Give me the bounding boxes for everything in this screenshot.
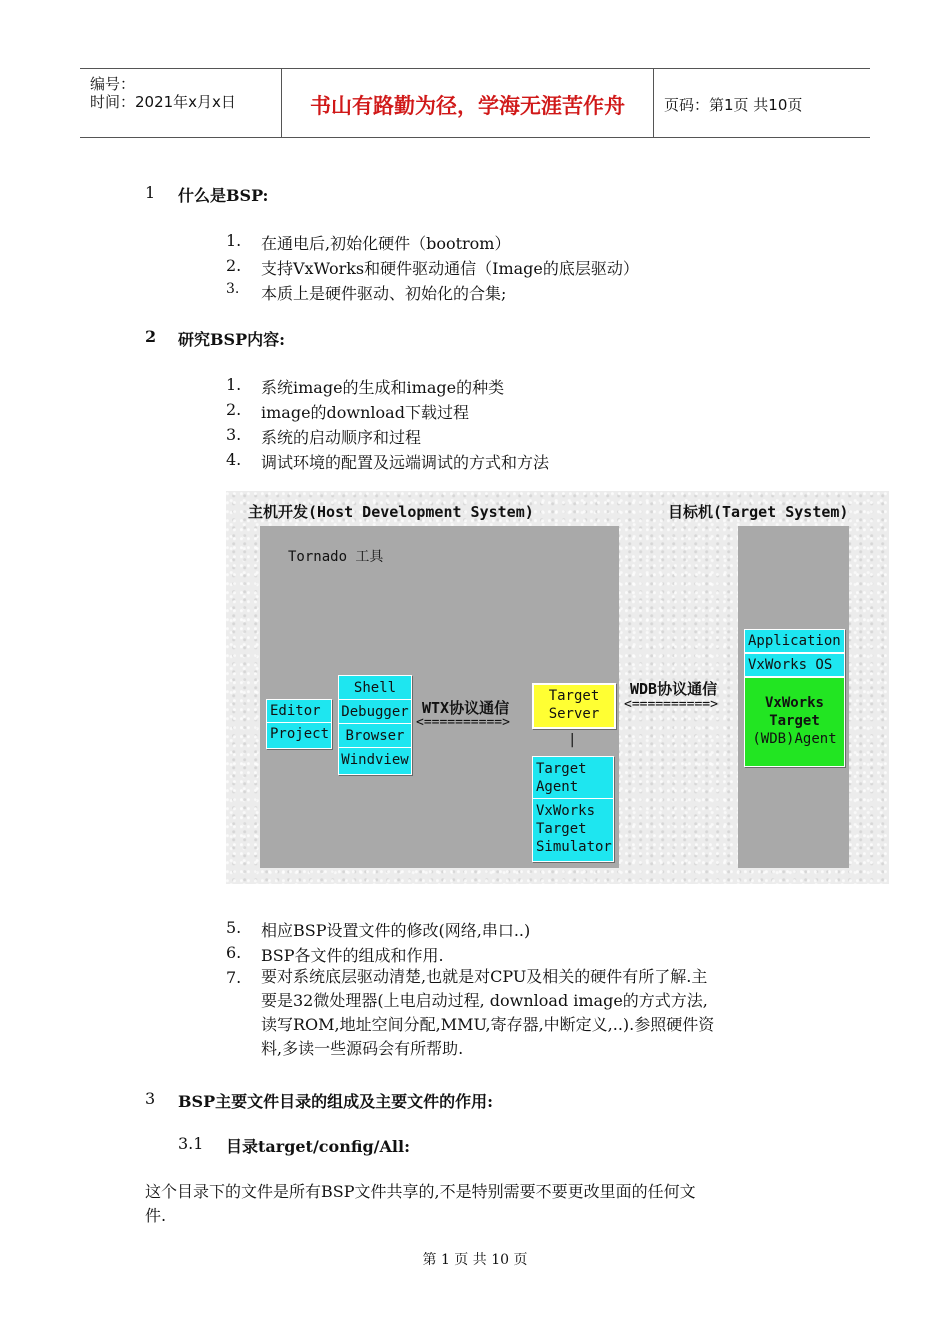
target-server-line1: Target — [548, 688, 600, 704]
simulator-line1: VxWorks — [536, 803, 596, 819]
s2-item3-num: 3. — [226, 425, 242, 444]
debugger-label: Debugger — [339, 700, 411, 724]
wdb-agent-line2: Target — [769, 713, 820, 729]
target-agent-line2: Agent — [536, 779, 579, 795]
simulator-label — [533, 799, 613, 856]
number-label: 编号： — [90, 75, 136, 93]
s2-item4-text: 调试环境的配置及远端调试的方式和方法 — [261, 453, 550, 472]
section1-number: 1 — [145, 183, 156, 202]
section3-number: 3 — [145, 1089, 156, 1108]
wdb-agent-box — [744, 677, 845, 767]
wdb-agent-line3: (WDB)Agent — [752, 731, 837, 747]
s2-item6-num: 6. — [226, 943, 242, 962]
s1-item3-num: 3. — [226, 281, 240, 297]
target-server-line2: Server — [548, 706, 600, 722]
header-center-cell — [282, 69, 654, 137]
motto: 书山有路勤为径，学海无涯苦作舟 — [310, 94, 625, 118]
s1-item2-num: 2. — [226, 256, 242, 275]
browser-label: Browser — [339, 724, 411, 748]
s2-item7-line2: 要是32微处理器(上电启动过程, download image的方式方法, — [261, 991, 708, 1010]
section3-1-number: 3.1 — [178, 1134, 204, 1153]
s1-item3-text: 本质上是硬件驱动、初始化的合集; — [261, 284, 507, 303]
target-agent-line1: Target — [536, 761, 587, 777]
s2-item2-num: 2. — [226, 400, 242, 419]
section2-number: 2 — [145, 327, 157, 346]
s2-item5-text: 相应BSP设置文件的修改(网络,串口..) — [261, 921, 531, 940]
section3-paragraph — [145, 1180, 825, 1228]
wtx-arrow: <==========> — [416, 715, 510, 730]
windview-label: Windview — [341, 752, 409, 768]
target-server-box — [532, 683, 616, 729]
editor-label: Editor — [267, 700, 331, 723]
application-label: Application — [748, 633, 841, 649]
target-agent-label — [533, 757, 613, 799]
s2-item1-text: 系统image的生成和image的种类 — [261, 378, 505, 397]
page-footer: 第 1 页 共 10 页 — [422, 1252, 528, 1268]
wdb-arrow: <==========> — [624, 697, 718, 712]
s2-item3-text: 系统的启动顺序和过程 — [261, 428, 422, 447]
target-system-title: 目标机(Target System) — [668, 503, 849, 521]
section3-para-line2: 件. — [145, 1206, 167, 1225]
s2-item7-line4: 料,多读一些源码会有所帮助. — [261, 1039, 464, 1058]
agent-simulator-box — [532, 756, 614, 862]
tornado-label: Tornado 工具 — [288, 549, 384, 565]
page-info: 页码：第1页 共10页 — [664, 96, 803, 114]
simulator-line3: Simulator — [536, 839, 612, 855]
editor-project-box — [266, 699, 332, 749]
s2-item7-line3: 读写ROM,地址空间分配,MMU,寄存器,中断定义,..).参照硬件资 — [261, 1015, 715, 1034]
section2-title: 研究BSP内容: — [178, 330, 286, 349]
wdb-agent-line1: VxWorks — [764, 695, 824, 711]
s2-item4-num: 4. — [226, 450, 242, 469]
wtx-label: WTX协议通信 — [422, 699, 510, 717]
s1-item2-text: 支持VxWorks和硬件驱动通信（Image的底层驱动） — [261, 259, 639, 278]
shell-label: Shell — [339, 676, 411, 700]
s2-item6-text: BSP各文件的组成和作用. — [261, 946, 444, 965]
simulator-line2: Target — [536, 821, 587, 837]
header-table — [80, 68, 870, 138]
date-label: 时间：2021年x月x日 — [90, 93, 236, 111]
s2-item7-text — [261, 965, 821, 1061]
vxworks-os-box — [744, 653, 845, 677]
header-right-cell — [654, 69, 870, 137]
s2-item5-num: 5. — [226, 918, 242, 937]
header-left-cell — [80, 69, 282, 137]
s2-item7-num: 7. — [226, 968, 242, 987]
project-label: Project — [270, 726, 330, 742]
s2-item7-line1: 要对系统底层驱动清楚,也就是对CPU及相关的硬件有所了解.主 — [261, 967, 708, 986]
wdb-label: WDB协议通信 — [630, 680, 718, 698]
section3-1-title: 目录target/config/All: — [226, 1137, 410, 1156]
section1-title: 什么是BSP: — [178, 186, 269, 205]
application-box — [744, 629, 845, 653]
connector-line: | — [568, 732, 577, 748]
vxworks-os-label: VxWorks OS — [748, 657, 833, 673]
s2-item2-text: image的download下载过程 — [261, 403, 469, 422]
host-system-title: 主机开发(Host Development System) — [248, 503, 534, 521]
section3-para-line1: 这个目录下的文件是所有BSP文件共享的,不是特别需要不要更改里面的任何文 — [145, 1182, 696, 1201]
s2-item1-num: 1. — [226, 375, 242, 394]
s1-item1-num: 1. — [226, 231, 242, 250]
tools-box — [338, 675, 412, 775]
tornado-architecture-diagram — [226, 491, 889, 884]
s1-item1-text: 在通电后,初始化硬件（bootrom） — [261, 234, 511, 253]
section3-title-text: BSP主要文件目录的组成及主要文件的作用: — [178, 1092, 494, 1111]
section3-title — [178, 1089, 493, 1112]
